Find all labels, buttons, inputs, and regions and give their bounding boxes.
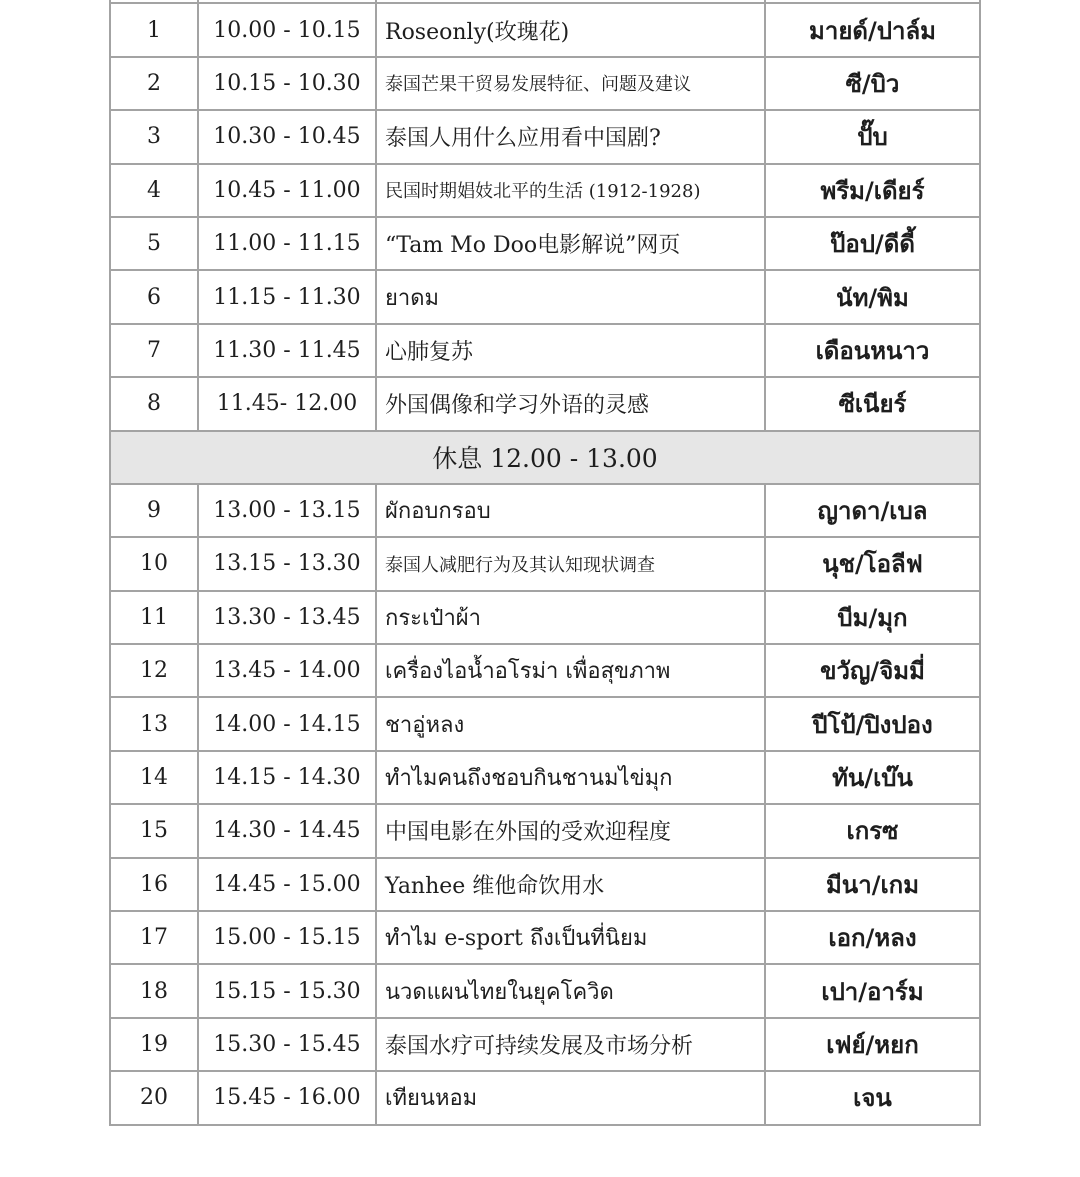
table-row bbox=[110, 324, 980, 377]
table-row bbox=[110, 3, 980, 56]
time-cell: 11.45- 12.00 bbox=[198, 377, 376, 430]
topic-cell: 泰国水疗可持续发展及市场分析 bbox=[376, 1018, 765, 1071]
time-cell: 15.30 - 15.45 bbox=[198, 1018, 376, 1071]
presenter-cell: เกรซ bbox=[765, 804, 980, 857]
table-row bbox=[110, 1018, 980, 1071]
presenter-cell: ซี/บิว bbox=[765, 57, 980, 110]
time-cell: 15.45 - 16.00 bbox=[198, 1071, 376, 1124]
presenter-cell: เฟย์/หยก bbox=[765, 1018, 980, 1071]
topic-cell: 泰国芒果干贸易发展特征、问题及建议 bbox=[376, 57, 765, 110]
table-row bbox=[110, 57, 980, 110]
table-row bbox=[110, 484, 980, 537]
time-cell: 10.45 - 11.00 bbox=[198, 164, 376, 217]
presenter-cell: นุช/โอลีฟ bbox=[765, 537, 980, 590]
table-row bbox=[110, 644, 980, 697]
number-cell: 19 bbox=[110, 1018, 198, 1071]
presenter-cell: ทัน/เบ๊น bbox=[765, 751, 980, 804]
presenter-cell: มีนา/เกม bbox=[765, 858, 980, 911]
topic-cell: ชาอู่หลง bbox=[376, 697, 765, 750]
time-cell: 14.45 - 15.00 bbox=[198, 858, 376, 911]
table-row bbox=[110, 591, 980, 644]
topic-cell: ทำไม e-sport ถึงเป็นที่นิยม bbox=[376, 911, 765, 964]
presenter-cell: เจน bbox=[765, 1071, 980, 1124]
number-cell: 15 bbox=[110, 804, 198, 857]
presenter-cell: มายด์/ปาล์ม bbox=[765, 3, 980, 56]
table-row bbox=[110, 858, 980, 911]
number-cell: 11 bbox=[110, 591, 198, 644]
table-row bbox=[110, 377, 980, 430]
time-cell: 13.15 - 13.30 bbox=[198, 537, 376, 590]
topic-cell: กระเป๋าผ้า bbox=[376, 591, 765, 644]
topic-cell: เทียนหอม bbox=[376, 1071, 765, 1124]
topic-cell: ยาดม bbox=[376, 270, 765, 323]
topic-cell: 泰国人用什么应用看中国剧? bbox=[376, 110, 765, 163]
number-cell: 7 bbox=[110, 324, 198, 377]
table-row bbox=[110, 911, 980, 964]
time-cell: 14.30 - 14.45 bbox=[198, 804, 376, 857]
topic-cell: 外国偶像和学习外语的灵感 bbox=[376, 377, 765, 430]
presenter-cell: ขวัญ/จิมมี่ bbox=[765, 644, 980, 697]
table-row bbox=[110, 270, 980, 323]
presenter-cell: พรีม/เดียร์ bbox=[765, 164, 980, 217]
topic-cell: ทำไมคนถึงชอบกินชานมไข่มุก bbox=[376, 751, 765, 804]
number-cell: 1 bbox=[110, 3, 198, 56]
time-cell: 15.15 - 15.30 bbox=[198, 964, 376, 1017]
time-cell: 10.15 - 10.30 bbox=[198, 57, 376, 110]
presenter-cell: ญาดา/เบล bbox=[765, 484, 980, 537]
topic-cell: 中国电影在外国的受欢迎程度 bbox=[376, 804, 765, 857]
time-cell: 14.15 - 14.30 bbox=[198, 751, 376, 804]
topic-cell: 心肺复苏 bbox=[376, 324, 765, 377]
table-row bbox=[110, 537, 980, 590]
topic-cell: 民国时期娼妓北平的生活 (1912-1928) bbox=[376, 164, 765, 217]
time-cell: 13.45 - 14.00 bbox=[198, 644, 376, 697]
number-cell: 12 bbox=[110, 644, 198, 697]
topic-cell: เครื่องไอน้ำอโรม่า เพื่อสุขภาพ bbox=[376, 644, 765, 697]
number-cell: 4 bbox=[110, 164, 198, 217]
break-row bbox=[110, 431, 980, 484]
time-cell: 10.00 - 10.15 bbox=[198, 3, 376, 56]
presenter-cell: เปา/อาร์ม bbox=[765, 964, 980, 1017]
table-row bbox=[110, 964, 980, 1017]
presenter-cell: ป๊อป/ดีดี้ bbox=[765, 217, 980, 270]
presenter-cell: ปีโป้/ปิงปอง bbox=[765, 697, 980, 750]
number-cell: 17 bbox=[110, 911, 198, 964]
number-cell: 5 bbox=[110, 217, 198, 270]
number-cell: 18 bbox=[110, 964, 198, 1017]
presenter-cell: บีม/มุก bbox=[765, 591, 980, 644]
table-row bbox=[110, 804, 980, 857]
presenter-cell: เดือนหนาว bbox=[765, 324, 980, 377]
time-cell: 10.30 - 10.45 bbox=[198, 110, 376, 163]
number-cell: 13 bbox=[110, 697, 198, 750]
number-cell: 20 bbox=[110, 1071, 198, 1124]
number-cell: 2 bbox=[110, 57, 198, 110]
presenter-cell: ปั๊บ bbox=[765, 110, 980, 163]
presenter-cell: นัท/พิม bbox=[765, 270, 980, 323]
time-cell: 13.00 - 13.15 bbox=[198, 484, 376, 537]
number-cell: 6 bbox=[110, 270, 198, 323]
time-cell: 15.00 - 15.15 bbox=[198, 911, 376, 964]
break-label: 休息 12.00 - 13.00 bbox=[110, 431, 980, 484]
number-cell: 10 bbox=[110, 537, 198, 590]
time-cell: 11.30 - 11.45 bbox=[198, 324, 376, 377]
topic-cell: 泰国人减肥行为及其认知现状调查 bbox=[376, 537, 765, 590]
topic-cell: Roseonly(玫瑰花) bbox=[376, 3, 765, 56]
table-row bbox=[110, 1071, 980, 1124]
table-row bbox=[110, 751, 980, 804]
schedule-table bbox=[109, 0, 981, 1126]
time-cell: 11.15 - 11.30 bbox=[198, 270, 376, 323]
table-row bbox=[110, 697, 980, 750]
topic-cell: ผักอบกรอบ bbox=[376, 484, 765, 537]
topic-cell: Yanhee 维他命饮用水 bbox=[376, 858, 765, 911]
table-row bbox=[110, 217, 980, 270]
table-row bbox=[110, 110, 980, 163]
time-cell: 13.30 - 13.45 bbox=[198, 591, 376, 644]
presenter-cell: ซีเนียร์ bbox=[765, 377, 980, 430]
time-cell: 14.00 - 14.15 bbox=[198, 697, 376, 750]
topic-cell: นวดแผนไทยในยุคโควิด bbox=[376, 964, 765, 1017]
number-cell: 9 bbox=[110, 484, 198, 537]
presenter-cell: เอก/หลง bbox=[765, 911, 980, 964]
time-cell: 11.00 - 11.15 bbox=[198, 217, 376, 270]
number-cell: 8 bbox=[110, 377, 198, 430]
number-cell: 16 bbox=[110, 858, 198, 911]
topic-cell: “Tam Mo Doo电影解说”网页 bbox=[376, 217, 765, 270]
table-row bbox=[110, 164, 980, 217]
number-cell: 3 bbox=[110, 110, 198, 163]
number-cell: 14 bbox=[110, 751, 198, 804]
